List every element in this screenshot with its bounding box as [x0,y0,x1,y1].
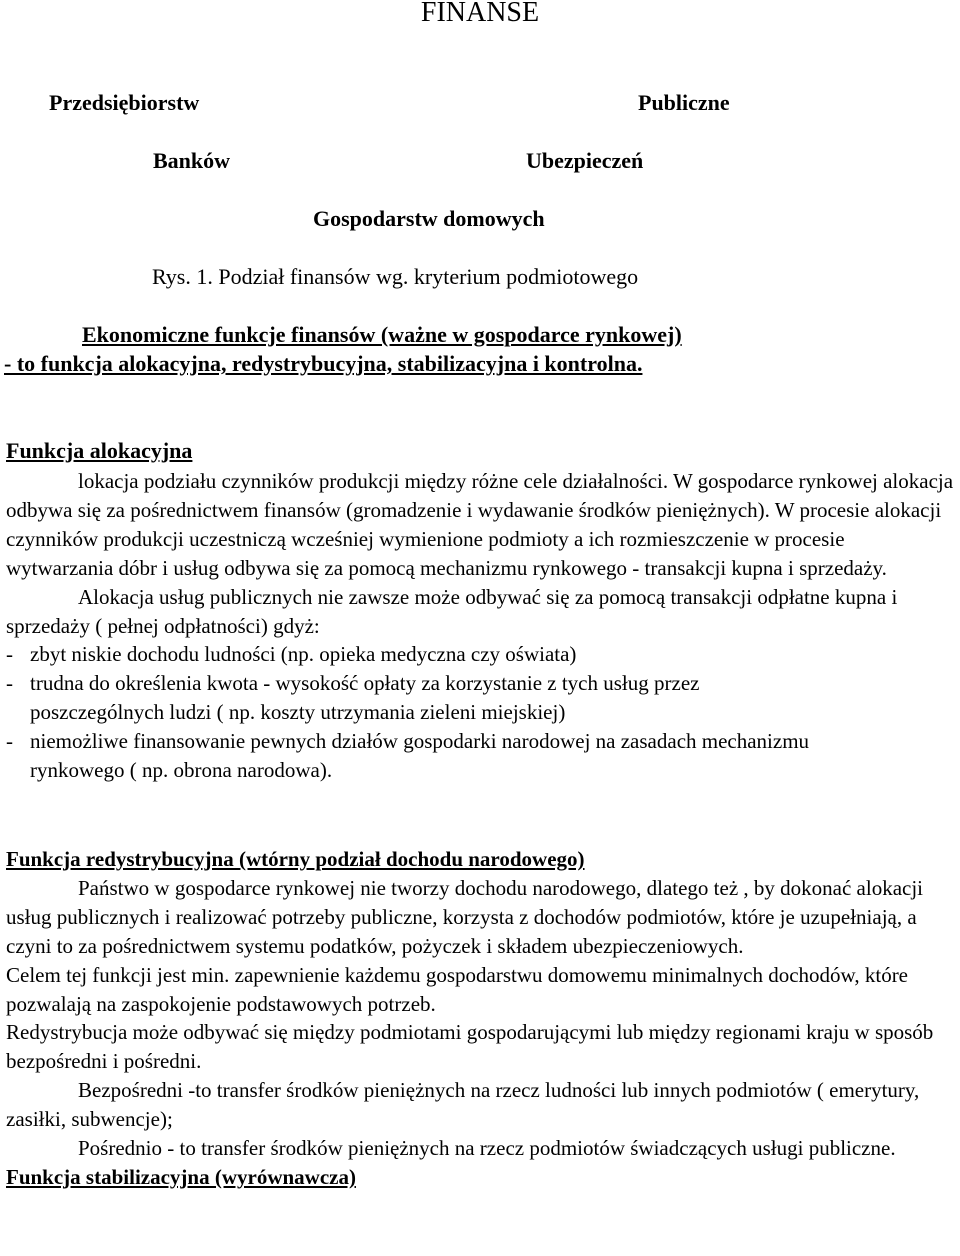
subject-households: Gospodarstw domowych [313,206,545,231]
list-item-continuation: rynkowego ( np. obrona narodowa). [30,758,333,783]
redistribution-section [6,845,954,1192]
dash: - [6,642,13,667]
allocation-paragraph-2: Alokacja usług publicznych nie zawsze może odbywać się za pomocą transakcji odpłatne kupna i sprzedaży ( pełnej odpłatności) gdyż: [6,584,898,638]
redistribution-paragraph-4: Bezpośredni -to transfer środków pieniężnych na rzecz ludności lub innych podmiotów ( emerytury, zasiłki, subwencje); [6,1078,920,1132]
subject-insurance: Ubezpieczeń [526,148,644,173]
redistribution-paragraph-1: Państwo w gospodarce rynkowej nie tworzy dochodu narodowego, dlatego też , by dokonać alokacji usług publicznych i realizować potrzeby publiczne, korzysta z dochodów podmiotów, które je uzupełniają, a czyni to za pośrednictwem systemu podatków, pożyczek i składem ubezpieczeniowych. [6,875,924,958]
allocation-heading: Funkcja alokacyjna [6,438,193,463]
figure-caption: Rys. 1. Podział finansów wg. kryterium podmiotowego [152,264,639,289]
redistribution-paragraph-5: Pośrednio - to transfer środków pieniężnych na rzecz podmiotów świadczących usługi publiczne. [78,1136,896,1161]
dash: - [6,671,13,696]
redistribution-heading: Funkcja redystrybucyjna (wtórny podział dochodu narodowego) [6,847,585,871]
list-item: - niemożliwe finansowanie pewnych działów gospodarki narodowej na zasadach mechanizmu [6,727,954,756]
subject-public: Publiczne [638,90,730,115]
dash: - [6,729,13,754]
redistribution-paragraph-2: Celem tej funkcji jest min. zapewnienie każdemu gospodarstwu domowemu minimalnych dochodów, które pozwalają na zaspokojenie podstawowych potrzeb. [6,962,909,1016]
list-item: - trudna do określenia kwota - wysokość opłaty za korzystanie z tych usług przez [6,669,954,698]
page-title: FINANSE [420,0,540,28]
list-item: - zbyt niskie dochodu ludności (np. opieka medyczna czy oświata) [6,640,954,669]
subject-banks: Banków [153,148,231,173]
functions-heading-line2: - to funkcja alokacyjna, redystrybucyjna, stabilizacyjna i kontrolna. [4,351,643,376]
allocation-section [6,467,954,785]
redistribution-paragraph-3: Redystrybucja może odbywać się między podmiotami gospodarującymi lub między regionami kraju w sposób bezpośredni i pośredni. [6,1020,934,1074]
stabilization-heading: Funkcja stabilizacyjna (wyrównawcza) [6,1164,356,1189]
allocation-paragraph-1: lokacja podziału czynników produkcji między różne cele działalności. W gospodarce rynkowej alokacja odbywa się za pośrednictwem finansów (gromadzenie i wydawanie środków pieniężnych). W procesie alokacji czynników produkcji uczestniczą wcześniej wymienione podmioty a ich rozmieszczenie w procesie wytwarzania dóbr i usług odbywa się za pomocą mechanizmu rynkowego - transakcji kupna i sprzedaży. [6,469,954,580]
list-item-continuation: poszczególnych ludzi ( np. koszty utrzymania zieleni miejskiej) [30,700,566,725]
subject-enterprises: Przedsiębiorstw [49,90,200,115]
functions-heading-line1: Ekonomiczne funkcje finansów (ważne w gospodarce rynkowej) [82,322,682,347]
